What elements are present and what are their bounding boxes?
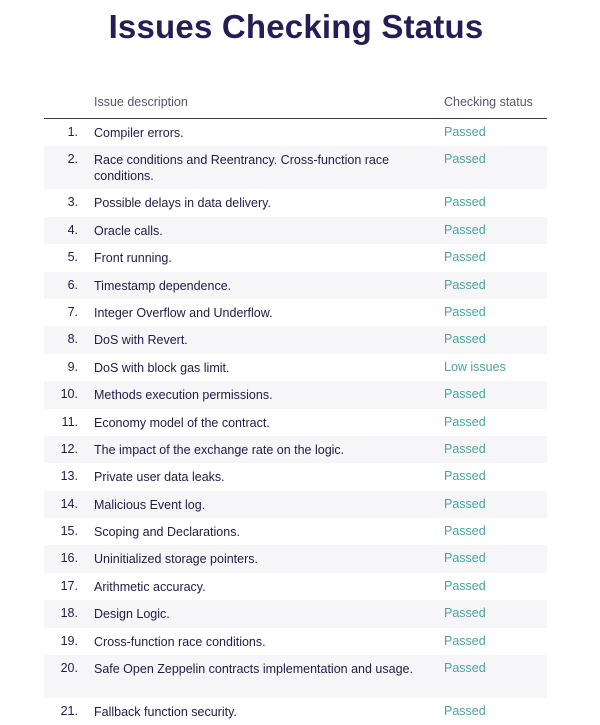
row-number: 13.	[60, 469, 78, 484]
table-row	[44, 299, 547, 326]
row-description: Front running.	[94, 251, 172, 266]
row-number: 19.	[60, 633, 78, 648]
row-description: Race conditions and Reentrancy. Cross-function race conditions.	[94, 153, 390, 184]
row-status: Passed	[444, 152, 486, 167]
row-description: Timestamp dependence.	[94, 278, 232, 293]
row-number: 6.	[67, 277, 78, 292]
row-number: 16.	[60, 551, 78, 566]
row-status: Passed	[444, 222, 486, 237]
row-number: 4.	[67, 222, 78, 237]
row-description: Possible delays in data delivery.	[94, 196, 271, 211]
row-description: Methods execution permissions.	[94, 388, 273, 403]
row-status: Passed	[444, 524, 486, 539]
row-status: Passed	[444, 441, 486, 456]
row-status: Passed	[444, 578, 486, 593]
row-description: DoS with Revert.	[94, 333, 188, 348]
row-description: Safe Open Zeppelin contracts implementation and usage.	[94, 662, 413, 677]
row-description: Private user data leaks.	[94, 470, 225, 485]
row-status: Passed	[444, 469, 486, 484]
issues-table	[44, 86, 547, 725]
row-status: Passed	[444, 195, 486, 210]
table-row	[44, 628, 547, 655]
row-status: Passed	[444, 125, 486, 139]
row-description: Arithmetic accuracy.	[94, 579, 206, 594]
row-status: Passed	[444, 551, 486, 566]
table-row	[44, 409, 547, 436]
row-description: Uninitialized storage pointers.	[94, 552, 258, 567]
table-row	[44, 573, 547, 600]
table-row	[44, 244, 547, 271]
row-number: 1.	[67, 125, 78, 139]
header-description: Issue description	[94, 95, 188, 109]
row-description: DoS with block gas limit.	[94, 360, 230, 375]
row-number: 14.	[60, 496, 78, 511]
page-title: Issues Checking Status	[108, 8, 484, 45]
row-status: Passed	[444, 606, 486, 621]
row-status: Passed	[444, 387, 486, 402]
row-number: 11.	[61, 414, 78, 429]
row-description: The impact of the exchange rate on the logic.	[94, 442, 345, 457]
row-status: Passed	[444, 277, 486, 292]
row-description: Scoping and Declarations.	[94, 525, 240, 540]
row-description: Integer Overflow and Underflow.	[94, 305, 273, 320]
row-number: 10.	[60, 387, 78, 402]
row-status: Passed	[444, 661, 486, 676]
row-status: Passed	[444, 250, 486, 265]
header-status: Checking status	[444, 95, 533, 109]
row-number: 3.	[67, 195, 78, 210]
row-status: Passed	[444, 496, 486, 511]
table-row	[44, 545, 547, 572]
table-row	[44, 119, 547, 146]
row-description: Oracle calls.	[94, 223, 163, 238]
table-row	[44, 655, 547, 698]
row-description: Fallback function security.	[94, 705, 237, 720]
row-status: Passed	[444, 304, 486, 319]
row-description: Malicious Event log.	[94, 497, 206, 512]
table-row	[44, 326, 547, 353]
row-number: 5.	[67, 250, 78, 265]
table-row	[44, 146, 547, 189]
row-number: 12.	[60, 441, 78, 456]
row-description: Economy model of the contract.	[94, 415, 270, 430]
row-status: Passed	[444, 704, 486, 719]
table-row	[44, 463, 547, 490]
row-number: 20.	[60, 661, 78, 676]
table-row	[44, 189, 547, 216]
row-status: Passed	[444, 633, 486, 648]
row-description: Design Logic.	[94, 607, 170, 622]
table-row	[44, 518, 547, 545]
row-number: 18.	[60, 606, 78, 621]
row-description: Cross-function race conditions.	[94, 634, 266, 649]
table-row	[44, 272, 547, 299]
table-row	[44, 436, 547, 463]
row-number: 7.	[67, 304, 78, 319]
row-number: 8.	[67, 332, 78, 347]
row-description: Compiler errors.	[94, 126, 184, 140]
row-number: 17.	[60, 578, 78, 593]
row-status: Passed	[444, 332, 486, 347]
row-number: 2.	[67, 152, 78, 167]
row-status: Low issues	[444, 359, 506, 374]
table-row	[44, 600, 547, 627]
table-row	[44, 217, 547, 244]
table-row	[44, 491, 547, 518]
table-row	[44, 381, 547, 408]
row-number: 15.	[60, 524, 78, 539]
table-row	[44, 698, 547, 725]
table-row	[44, 354, 547, 381]
row-status: Passed	[444, 414, 486, 429]
row-number: 9.	[67, 359, 78, 374]
row-number: 21.	[60, 704, 78, 719]
table-header	[44, 86, 547, 119]
